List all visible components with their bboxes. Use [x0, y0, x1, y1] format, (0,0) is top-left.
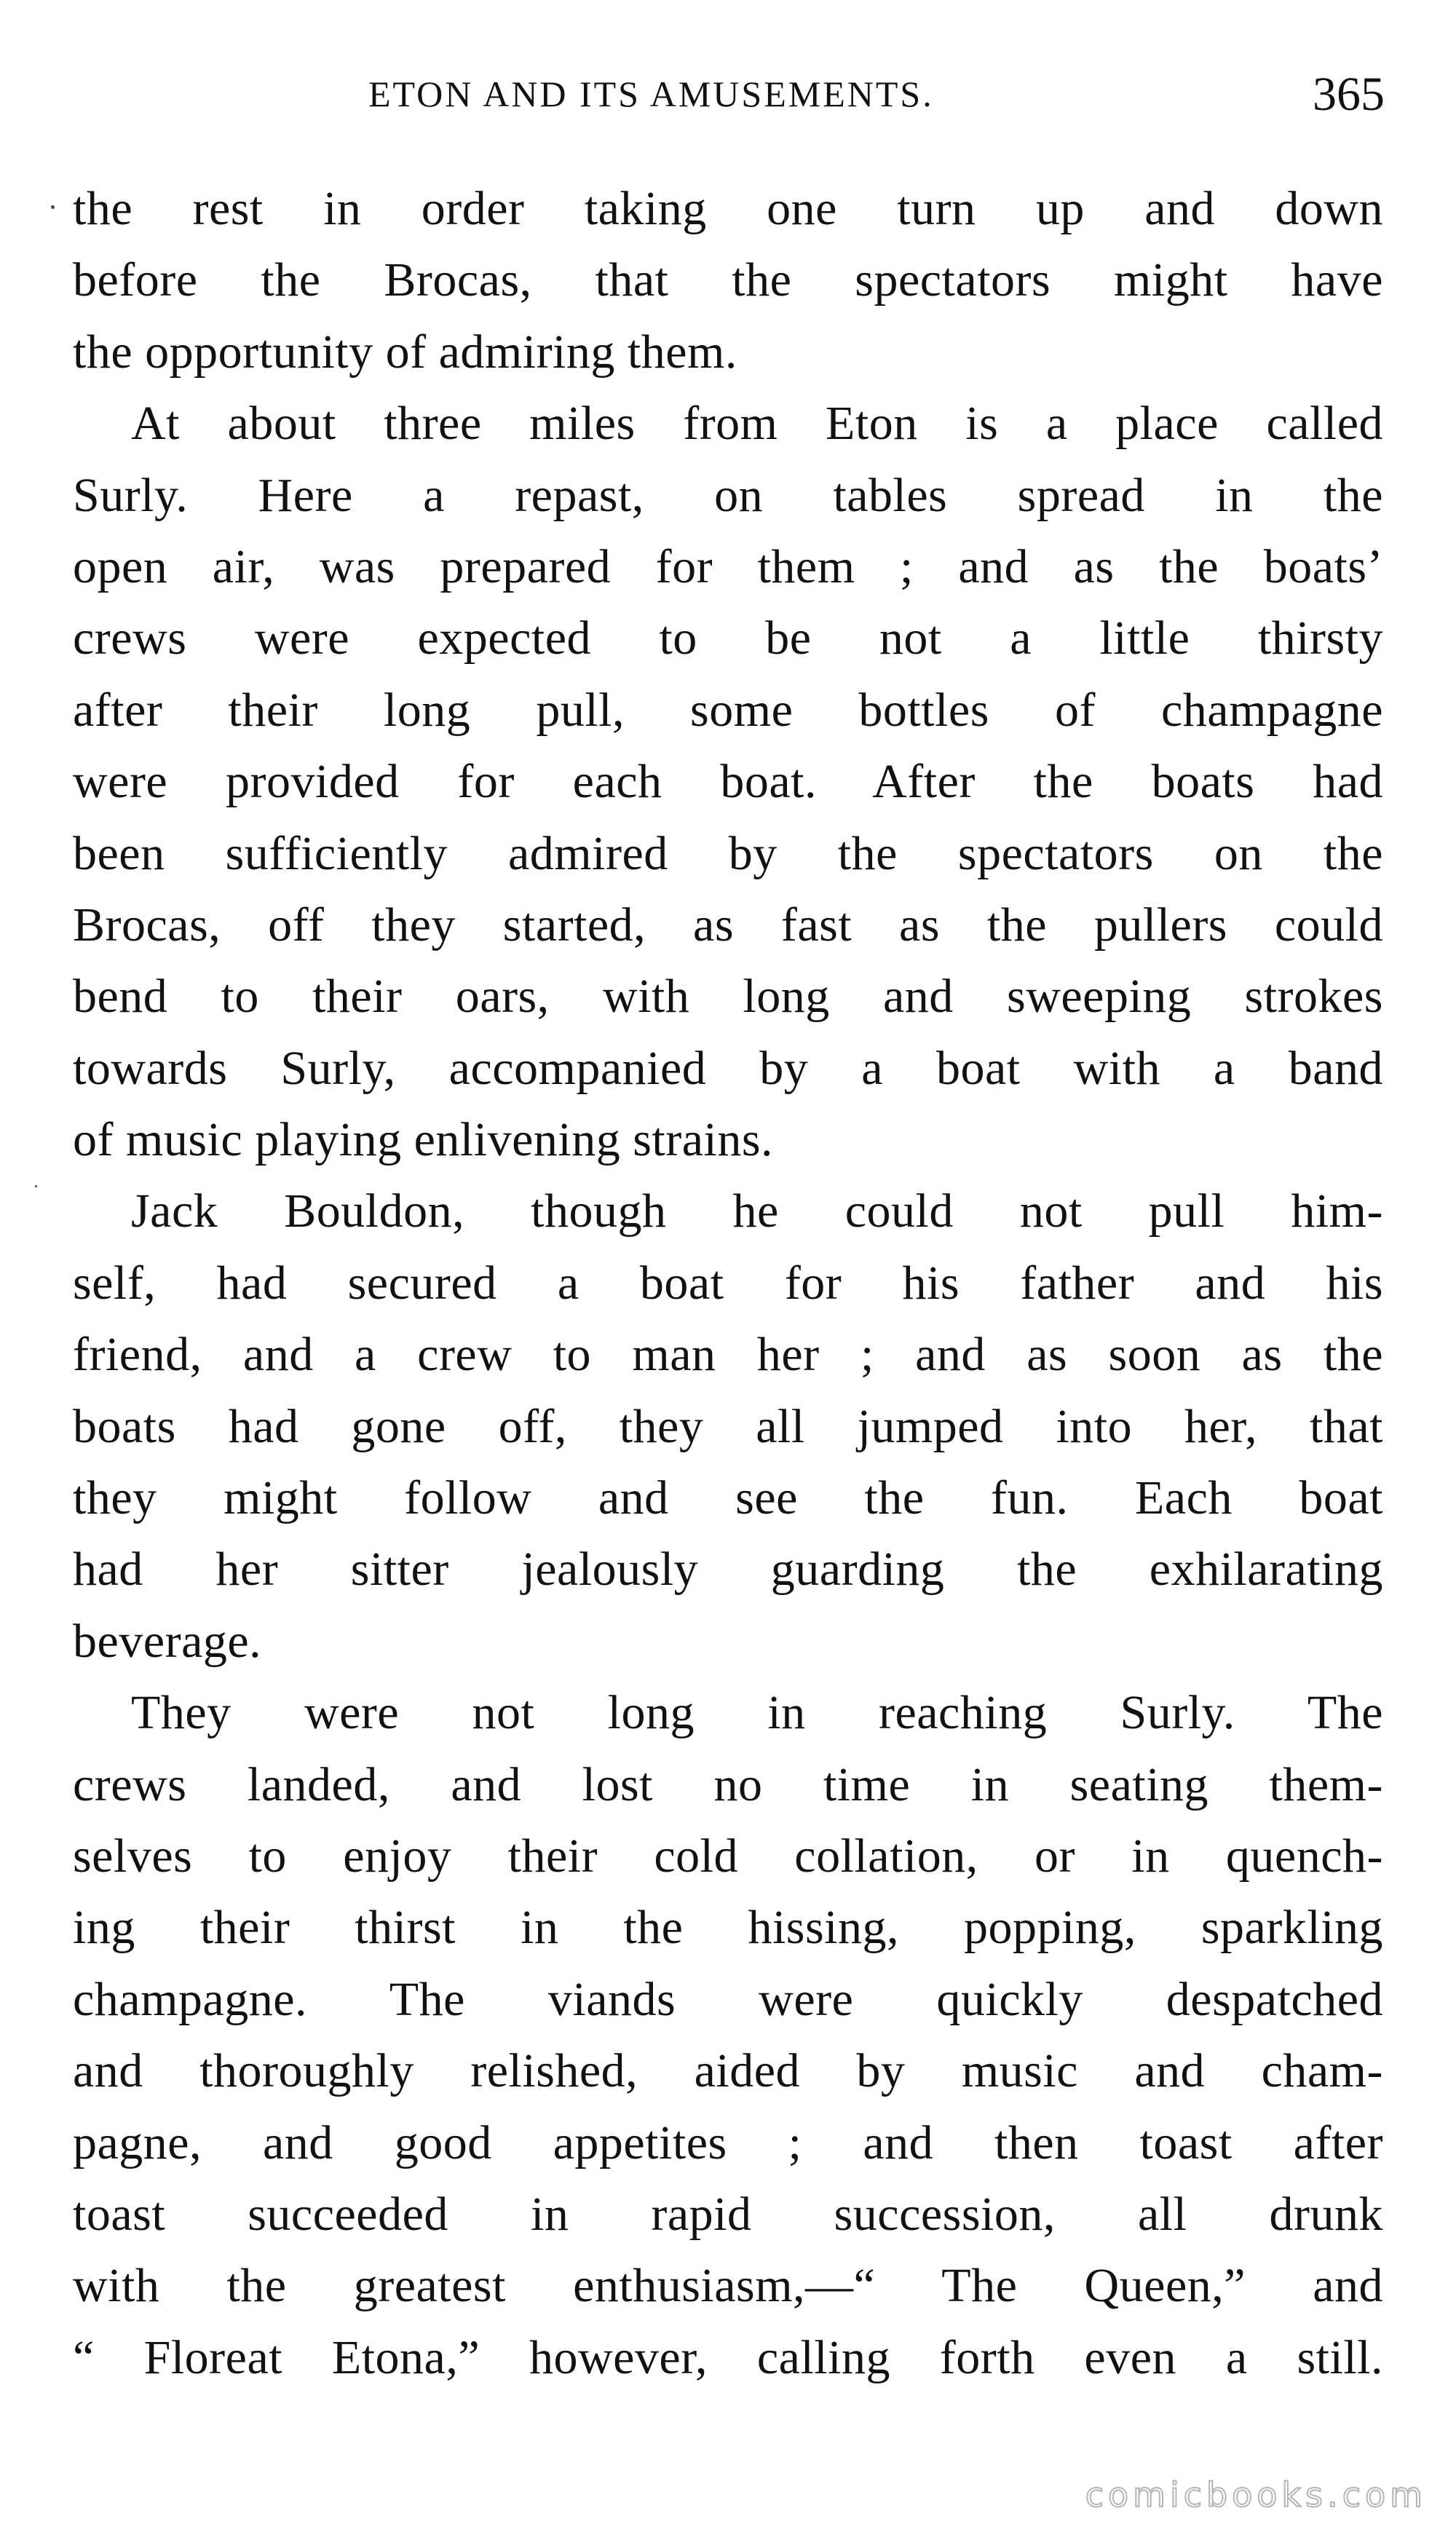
text-line: before the Brocas, that the spectators might have — [73, 253, 1383, 307]
text-line: crews landed, and lost no time in seating them- — [73, 1757, 1383, 1811]
text-line: toast succeeded in rapid succession, all drunk — [73, 2187, 1383, 2241]
text-line: been sufficiently admired by the spectators on the — [73, 826, 1383, 880]
text-line: self, had secured a boat for his father and his — [73, 1256, 1383, 1310]
text-line: Brocas, off they started, as fast as the pullers could — [73, 898, 1383, 952]
body-text — [73, 173, 1383, 2394]
text-line: after their long pull, some bottles of champagne — [73, 683, 1383, 737]
text-line: were provided for each boat. After the boats had — [73, 755, 1383, 809]
text-line: and thoroughly relished, aided by music and cham- — [73, 2044, 1383, 2098]
text-line: friend, and a crew to man her ; and as soon as the — [73, 1328, 1383, 1382]
print-speck — [51, 205, 55, 209]
text-line: the opportunity of admiring them. — [73, 325, 737, 379]
text-line: with the greatest enthusiasm,—“ The Queen,” and — [73, 2259, 1383, 2313]
page-number: 365 — [1313, 68, 1385, 121]
watermark: comicbooks.com — [1085, 2475, 1427, 2515]
text-line: they might follow and see the fun. Each boat — [73, 1471, 1383, 1525]
text-line: selves to enjoy their cold collation, or in quench- — [73, 1829, 1383, 1883]
text-line: beverage. — [73, 1614, 262, 1668]
text-line: open air, was prepared for them ; and as the boats’ — [73, 539, 1383, 593]
print-speck — [35, 1185, 37, 1187]
text-line: crews were expected to be not a little thirsty — [73, 612, 1383, 665]
text-line: bend to their oars, with long and sweeping strokes — [73, 970, 1383, 1024]
text-line: Jack Bouldon, though he could not pull him- — [131, 1184, 1383, 1238]
text-line: ing their thirst in the hissing, popping, sparkling — [73, 1901, 1383, 1955]
text-line: of music playing enlivening strains. — [73, 1113, 774, 1167]
text-line: They were not long in reaching Surly. The — [131, 1686, 1383, 1740]
text-line: At about three miles from Eton is a place called — [131, 397, 1383, 451]
text-line: Surly. Here a repast, on tables spread in the — [73, 468, 1383, 522]
text-line: the rest in order taking one turn up and down — [73, 182, 1383, 235]
text-line: towards Surly, accompanied by a boat with a band — [73, 1041, 1383, 1095]
text-line: pagne, and good appetites ; and then toast after — [73, 2116, 1383, 2169]
text-line: champagne. The viands were quickly despatched — [73, 1972, 1383, 2026]
text-line: boats had gone off, they all jumped into her, that — [73, 1399, 1383, 1453]
running-header — [0, 67, 1456, 125]
text-line: “ Floreat Etona,” however, calling forth even a still. — [73, 2330, 1383, 2384]
running-title: ETON AND ITS AMUSEMENTS. — [368, 74, 934, 114]
text-line: had her sitter jealously guarding the exhilarating — [73, 1543, 1383, 1597]
